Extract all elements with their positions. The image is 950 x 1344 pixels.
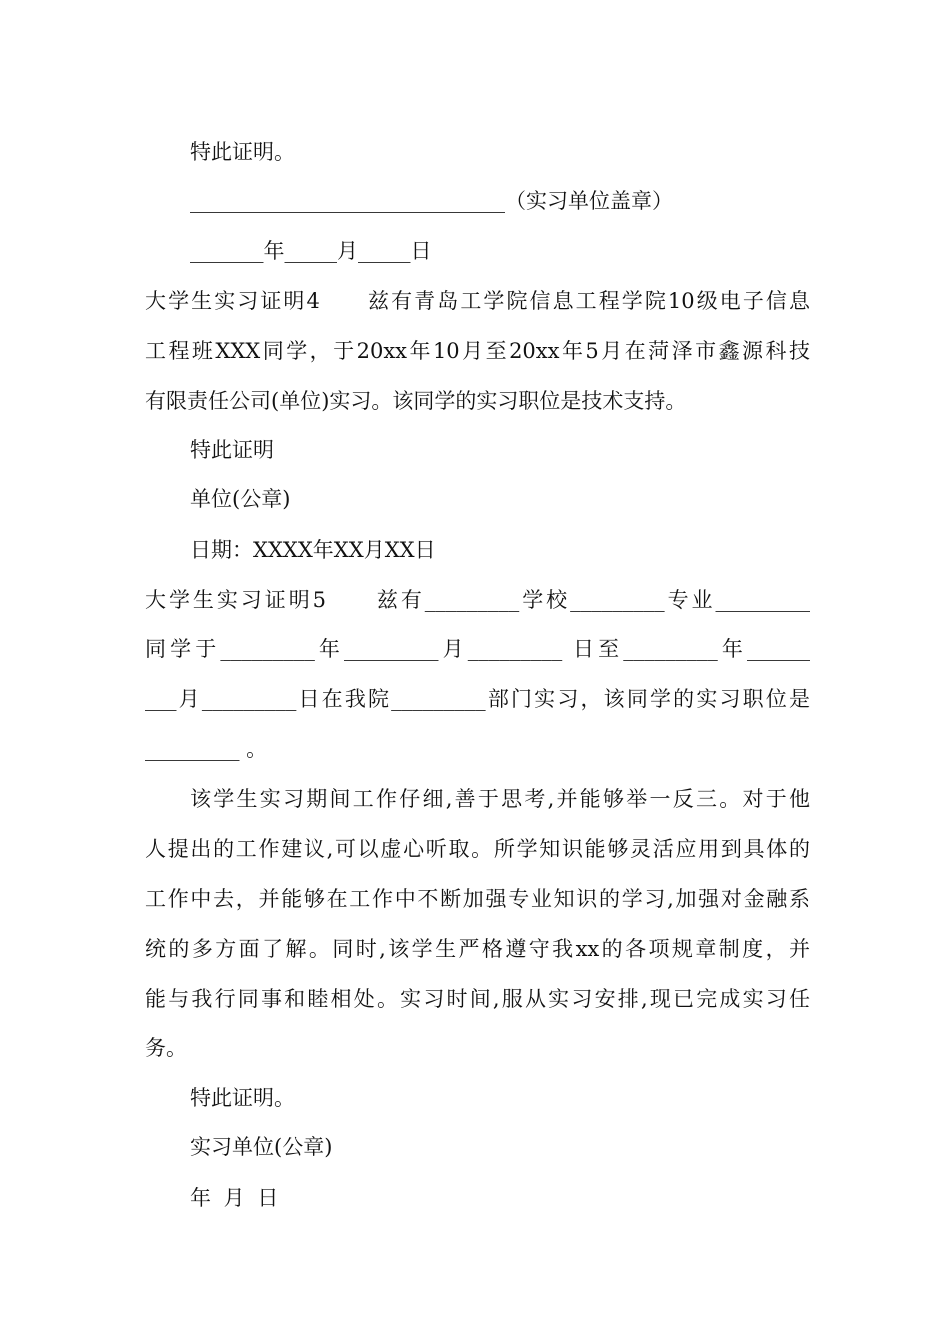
cert4-line-1: 大学生实习证明4 兹有青岛工学院信息工程学院10级电子信息 [145, 289, 810, 313]
date-line-3: _______年_____月_____日 [190, 239, 432, 263]
date-5: 年 月 日 [190, 1186, 279, 1210]
special-proof-4: 特此证明 [190, 438, 274, 462]
cert5-body-1: 该学生实习期间工作仔细,善于思考,并能够举一反三。对于他 [190, 787, 810, 811]
cert5-line-1: 大学生实习证明5 兹有_________学校_________专业_________ [145, 588, 810, 612]
special-proof-3: 特此证明。 [190, 140, 295, 164]
unit-seal-5: 实习单位(公章) [190, 1135, 333, 1159]
unit-seal-4: 单位(公章) [190, 487, 291, 511]
cert5-line-3: ___月_________日在我院_________部门实习，该同学的实习职位是 [145, 687, 810, 711]
cert5-body-2: 人提出的工作建议,可以虚心听取。所学知识能够灵活应用到具体的 [145, 837, 810, 861]
cert5-body-6: 务。 [145, 1036, 187, 1060]
date-4: 日期：XXXX年XX月XX日 [190, 538, 436, 562]
cert5-body-5: 能与我行同事和睦相处。实习时间,服从实习安排,现已完成实习任 [145, 987, 810, 1011]
cert5-line-4: _________ 。 [145, 737, 268, 761]
cert5-body-4: 统的多方面了解。同时,该学生严格遵守我xx的各项规章制度，并 [145, 937, 810, 961]
stamp-line-3: ______________________________（实习单位盖章） [190, 189, 673, 213]
cert5-line-2: 同学于_________年_________月_________ 日至_________年______ [145, 637, 810, 661]
cert4-line-2: 工程班XXX同学，于20xx年10月至20xx年5月在菏泽市鑫源科技 [145, 339, 810, 363]
cert5-body-3: 工作中去，并能够在工作中不断加强专业知识的学习,加强对金融系 [145, 887, 810, 911]
special-proof-5: 特此证明。 [190, 1086, 295, 1110]
cert4-line-3: 有限责任公司(单位)实习。该同学的实习职位是技术支持。 [145, 389, 687, 413]
